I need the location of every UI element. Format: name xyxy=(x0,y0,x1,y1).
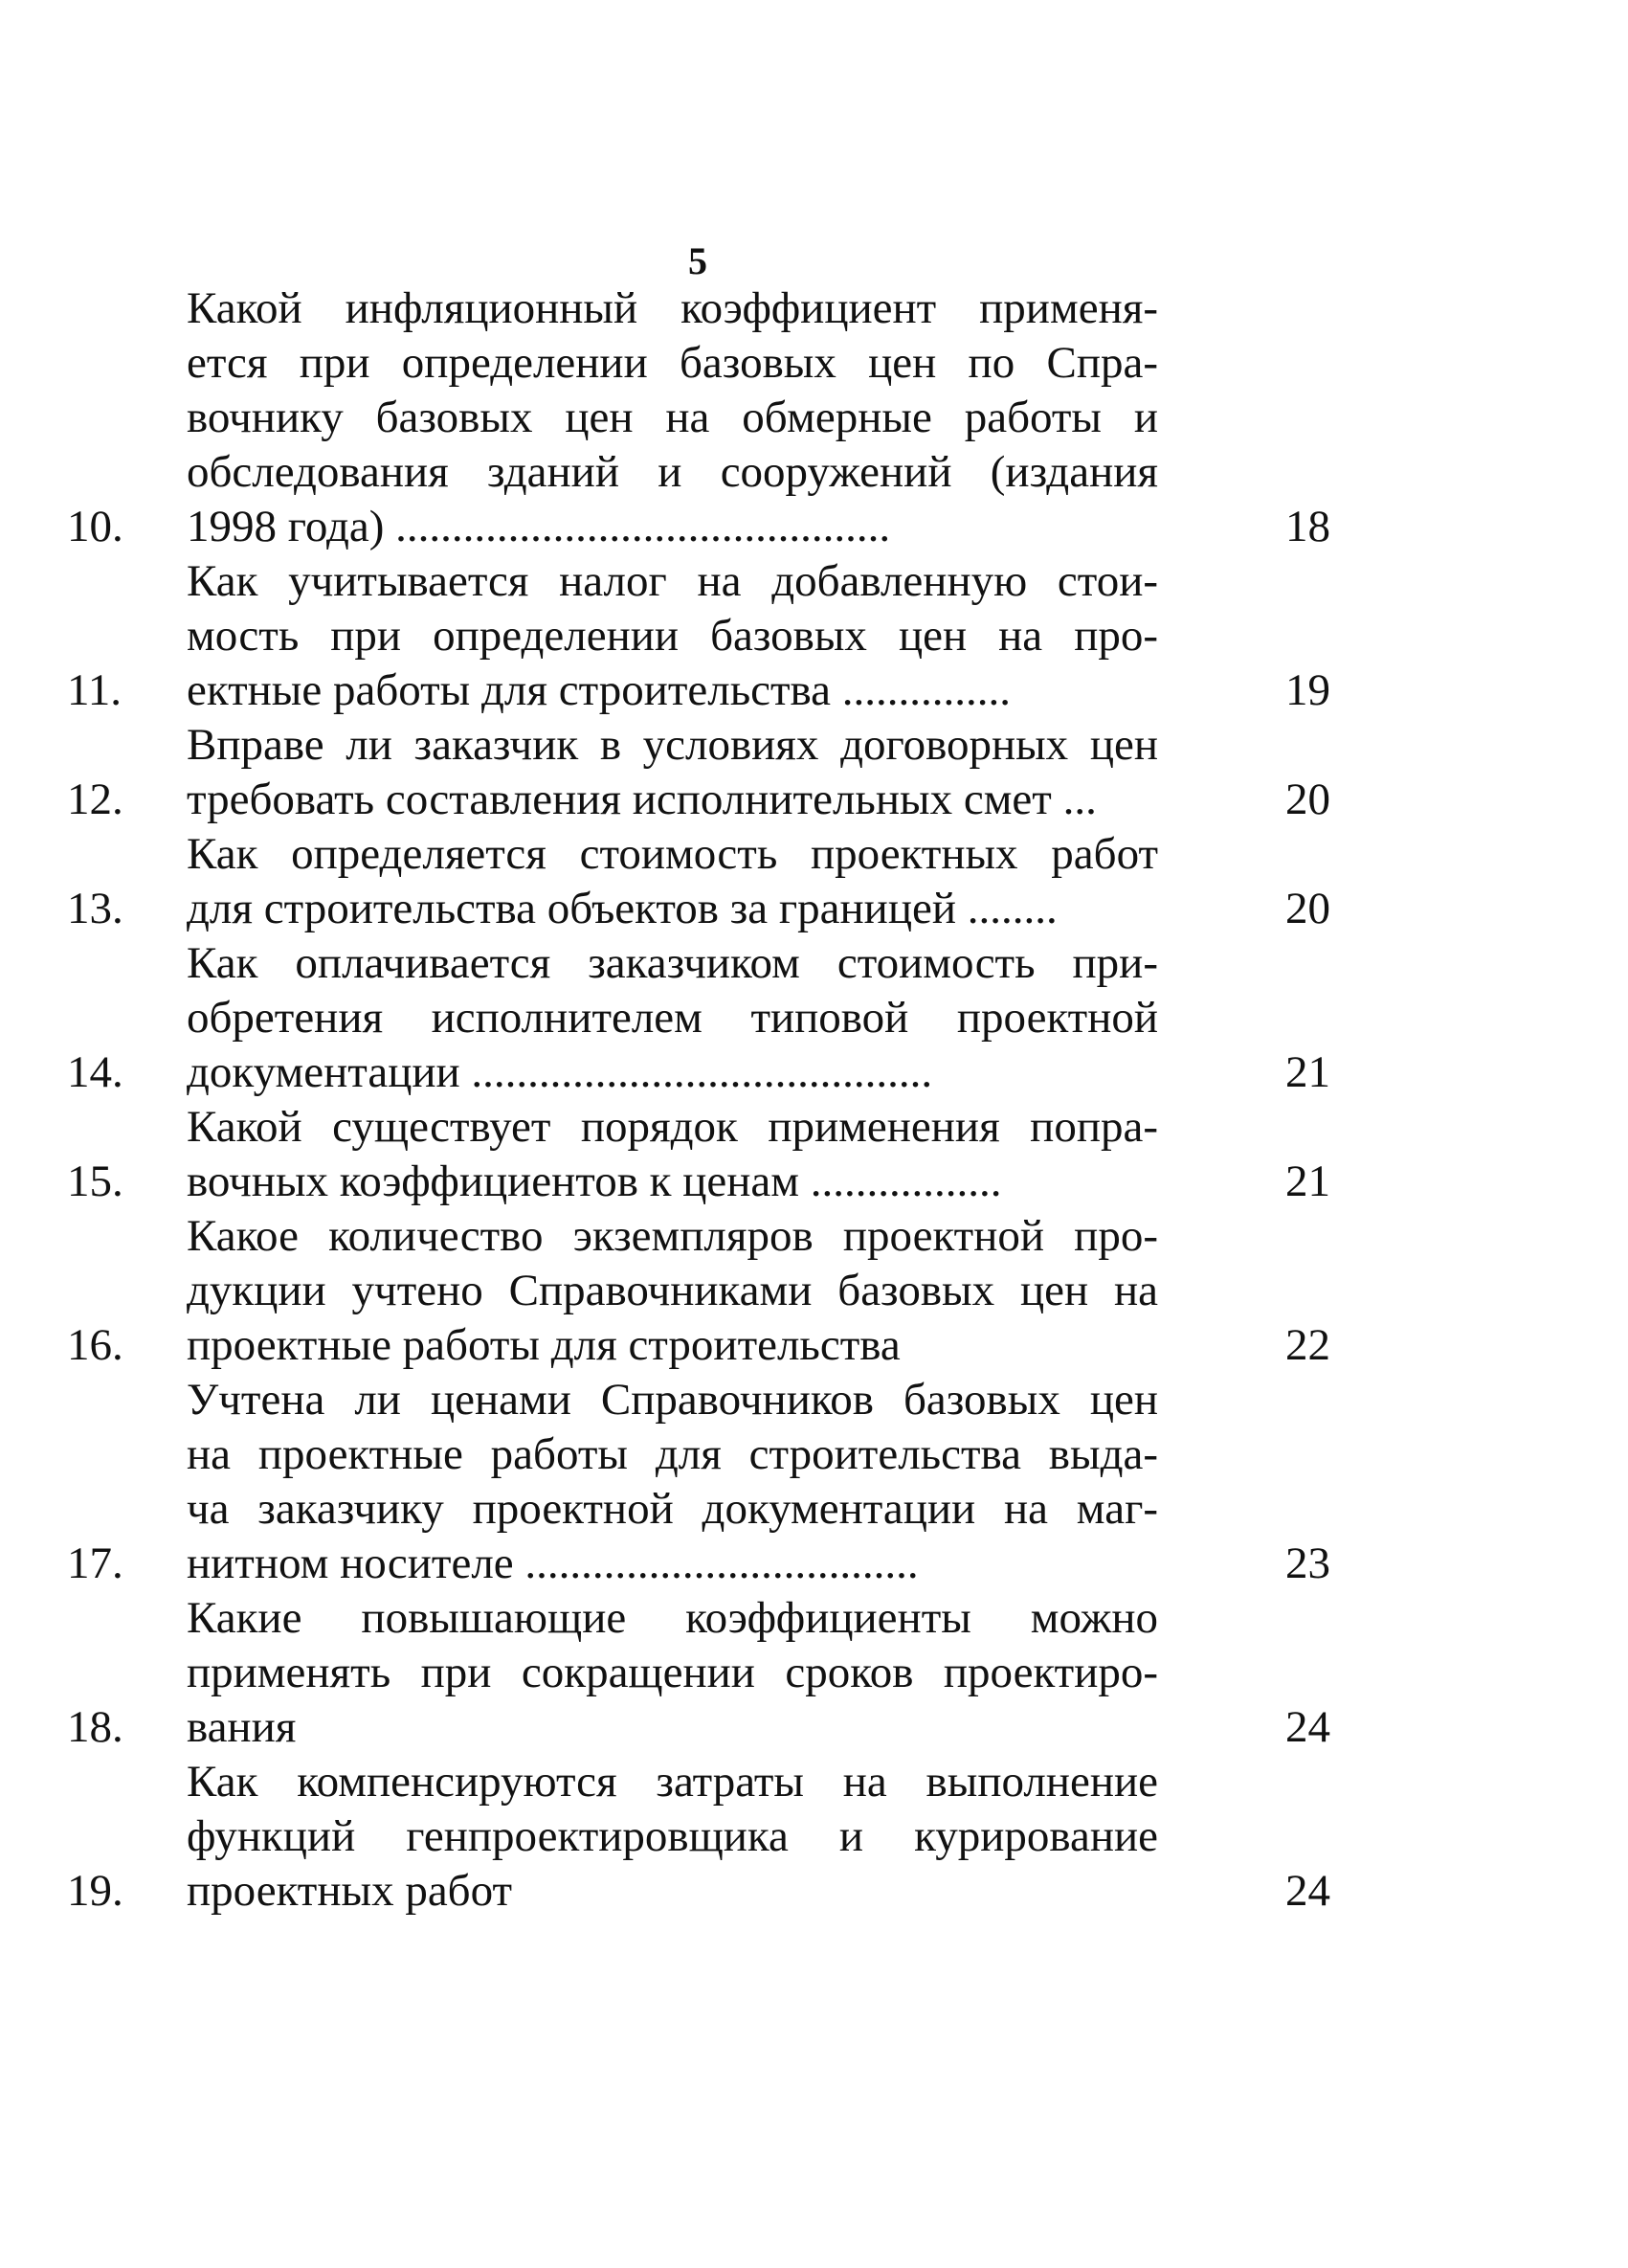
entry-line: проектных работ xyxy=(187,1866,513,1916)
entry-title xyxy=(187,1591,1158,1755)
page-number: 5 xyxy=(688,239,707,282)
entry-line: Как учитывается налог на добавленную стои- xyxy=(187,556,1158,606)
entry-title xyxy=(187,1100,1158,1209)
entry-title xyxy=(187,281,1158,554)
entry-page: 18 xyxy=(1285,502,1330,551)
toc-entry xyxy=(67,554,1330,718)
entry-page: 24 xyxy=(1285,1866,1330,1916)
entry-title xyxy=(187,554,1158,718)
toc-entry xyxy=(67,936,1330,1100)
toc-entry xyxy=(67,827,1330,936)
entry-number: 14. xyxy=(67,1047,123,1097)
entry-line: Какое количество экземпляров проектной про- xyxy=(187,1211,1158,1261)
entry-number: 12. xyxy=(67,775,123,824)
entry-line: Как компенсируются затраты на выполнение xyxy=(187,1757,1158,1807)
toc-entry xyxy=(67,1100,1330,1209)
entry-line: вочнику базовых цен на обмерные работы и xyxy=(187,393,1158,442)
entry-page: 24 xyxy=(1285,1702,1330,1752)
entry-page: 19 xyxy=(1285,665,1330,715)
entry-line: вания xyxy=(187,1702,297,1752)
entry-number: 18. xyxy=(67,1702,123,1752)
entry-number: 13. xyxy=(67,884,123,933)
entry-page: 22 xyxy=(1285,1320,1330,1370)
entry-page: 21 xyxy=(1285,1156,1330,1206)
entry-title xyxy=(187,1373,1158,1591)
entry-page: 23 xyxy=(1285,1538,1330,1588)
entry-line: функций генпроектировщика и курирование xyxy=(187,1811,1158,1861)
entry-title xyxy=(187,718,1158,827)
entry-page: 20 xyxy=(1285,775,1330,824)
entry-number: 15. xyxy=(67,1156,123,1206)
entry-line: ектные работы для строительства ............... xyxy=(187,665,1011,715)
entry-line: документации ......................................... xyxy=(187,1047,933,1097)
entry-title xyxy=(187,1209,1158,1373)
toc-entry xyxy=(67,1755,1330,1919)
entry-line: мость при определении базовых цен на про- xyxy=(187,611,1158,661)
entry-line: обретения исполнителем типовой проектной xyxy=(187,993,1158,1043)
entry-title xyxy=(187,936,1158,1100)
entry-page: 21 xyxy=(1285,1047,1330,1097)
entry-line: Какой инфляционный коэффициент применя- xyxy=(187,283,1158,333)
entry-line: проектные работы для строительства xyxy=(187,1320,901,1370)
toc-entry xyxy=(67,718,1330,827)
entry-line: дукции учтено Справочниками базовых цен на xyxy=(187,1266,1158,1315)
entry-line: для строительства объектов за границей ........ xyxy=(187,884,1058,933)
table-of-contents xyxy=(67,281,1330,1919)
entry-number: 11. xyxy=(67,665,123,715)
entry-line: Как оплачивается заказчиком стоимость при- xyxy=(187,938,1158,988)
entry-line: Учтена ли ценами Справочников базовых цен xyxy=(187,1375,1158,1425)
entry-line: вочных коэффициентов к ценам ................. xyxy=(187,1156,1002,1206)
entry-line: применять при сокращении сроков проектиро- xyxy=(187,1648,1158,1697)
entry-title xyxy=(187,827,1158,936)
toc-entry xyxy=(67,1591,1330,1755)
entry-number: 16. xyxy=(67,1320,123,1370)
entry-number: 17. xyxy=(67,1538,123,1588)
entry-line: 1998 года) ............................................ xyxy=(187,502,891,551)
toc-entry xyxy=(67,281,1330,554)
toc-entry xyxy=(67,1373,1330,1591)
entry-number: 19. xyxy=(67,1866,123,1916)
entry-page: 20 xyxy=(1285,884,1330,933)
entry-line: Вправе ли заказчик в условиях договорных цен xyxy=(187,720,1158,770)
toc-entry xyxy=(67,1209,1330,1373)
entry-line: на проектные работы для строительства выда- xyxy=(187,1429,1158,1479)
entry-line: Как определяется стоимость проектных работ xyxy=(187,829,1158,879)
entry-line: обследования зданий и сооружений (издания xyxy=(187,447,1158,497)
entry-title xyxy=(187,1755,1158,1919)
entry-number: 10. xyxy=(67,502,123,551)
entry-line: ется при определении базовых цен по Спра- xyxy=(187,338,1158,388)
entry-line: Какие повышающие коэффициенты можно xyxy=(187,1593,1158,1643)
entry-line: ча заказчику проектной документации на маг- xyxy=(187,1484,1158,1534)
entry-line: Какой существует порядок применения попра- xyxy=(187,1102,1158,1152)
entry-line: требовать составления исполнительных смет ... xyxy=(187,775,1097,824)
entry-line: нитном носителе ................................... xyxy=(187,1538,919,1588)
